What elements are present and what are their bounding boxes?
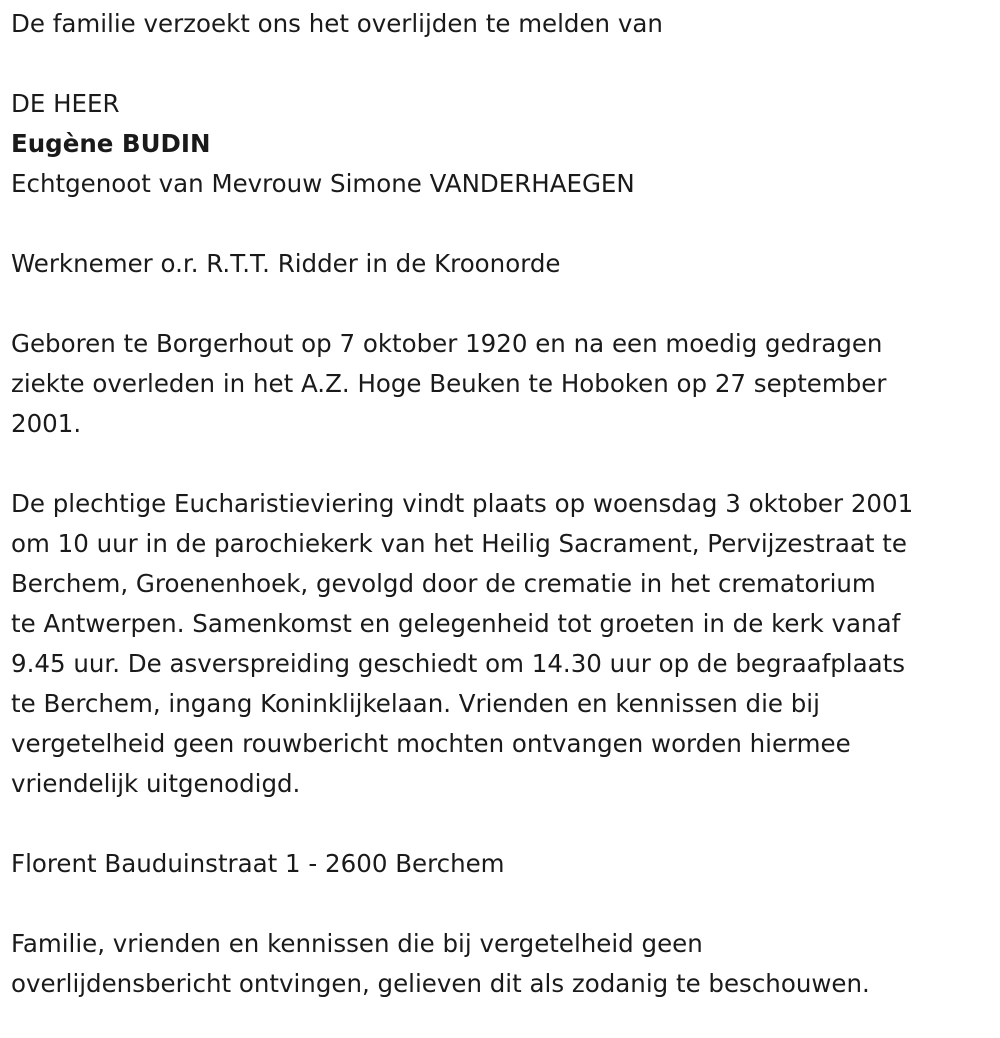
closing-paragraph: Familie, vrienden en kennissen die bij vergetelheid geen overlijdensbericht ontvingen, gelieven dit als zodanig te beschouwen. [11, 929, 870, 998]
occupation-line: Werknemer o.r. R.T.T. Ridder in de Kroonorde [11, 249, 561, 278]
spouse-line: Echtgenoot van Mevrouw Simone VANDERHAEGEN [11, 169, 635, 198]
birth-death-paragraph: Geboren te Borgerhout op 7 oktober 1920 en na een moedig gedragen ziekte overleden in het A.Z. Hoge Beuken te Hoboken op 27 september 2001. [11, 329, 887, 438]
death-notice [11, 4, 993, 1004]
intro-text: De familie verzoekt ons het overlijden te melden van [11, 9, 663, 38]
address-line: Florent Bauduinstraat 1 - 2600 Berchem [11, 849, 505, 878]
ceremony-paragraph: De plechtige Eucharistieviering vindt plaats op woensdag 3 oktober 2001 om 10 uur in de parochiekerk van het Heilig Sacrament, Pervijzestraat te Berchem, Groenenhoek, gevolgd door de crematie in het crematorium te Antwerpen. Samenkomst en gelegenheid tot groeten in de kerk vanaf 9.45 uur. De asverspreiding geschiedt om 14.30 uur op de begraafplaats te Berchem, ingang Koninklijkelaan. Vrienden en kennissen die bij vergetelheid geen rouwbericht mochten ontvangen worden hiermee vriendelijk uitgenodigd. [11, 489, 914, 798]
honorific-title: DE HEER [11, 89, 120, 118]
deceased-name: Eugène BUDIN [11, 129, 211, 158]
